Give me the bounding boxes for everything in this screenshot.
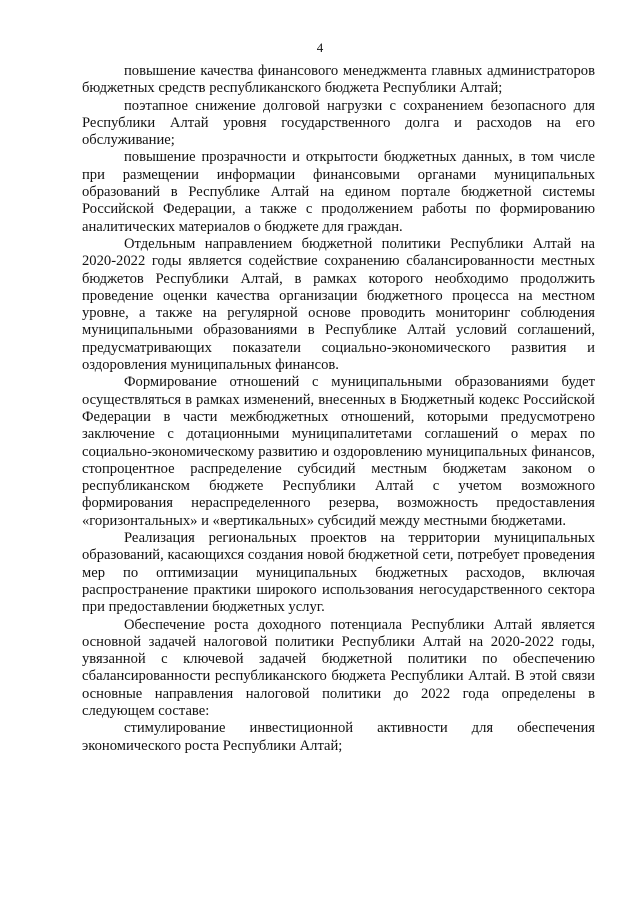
paragraph-financial-management: повышение качества финансового менеджмента главных администраторов бюджетных средств республиканского бюджета Республики Алтай;: [82, 63, 595, 97]
paragraph-budget-transparency: повышение прозрачности и открытости бюджетных данных, в том числе при размещении информации финансовыми органами муниципальных образований в Республике Алтай на едином портале бюджетной системы Российской Федерации, а также с продолжением работы по формированию аналитических материалов о бюджете для граждан.: [82, 149, 595, 235]
document-body: [82, 63, 595, 755]
paragraph-interbudget-relations: Формирование отношений с муниципальными образованиями будет осуществляться в рамках изменений, внесенных в Бюджетный кодекс Российской Федерации в части межбюджетных отношений, которыми предусмотрено заключение с дотационными муниципалитетами соглашений о мерах по социально-экономическому развитию и оздоровлению муниципальных финансов, стопроцентное распределение субсидий местным бюджетам законом о республиканском бюджете Республики Алтай с учетом возможного формирования нераспределенного резерва, возможность предоставления «горизонтальных» и «вертикальных» субсидий между местными бюджетами.: [82, 374, 595, 529]
paragraph-local-budgets-balance: Отдельным направлением бюджетной политики Республики Алтай на 2020-2022 годы является содействие сохранению сбалансированности местных бюджетов Республики Алтай, в рамках которого необходимо продолжить проведение оценки качества организации бюджетного процесса на местном уровне, а также на регулярной основе проводить мониторинг соблюдения муниципальными образованиями в Республике Алтай условий соглашений, предусматривающих показатели социально-экономического развития и оздоровления муниципальных финансов.: [82, 235, 595, 374]
paragraph-debt-reduction: поэтапное снижение долговой нагрузки с сохранением безопасного для Республики Алтай уровня государственного долга и расходов на его обслуживание;: [82, 97, 595, 149]
paragraph-regional-projects: Реализация региональных проектов на территории муниципальных образований, касающихся создания новой бюджетной сети, потребует проведения мер по оптимизации муниципальных бюджетных расходов, включая распространение практики широкого использования негосударственного сектора при предоставлении бюджетных услуг.: [82, 530, 595, 616]
paragraph-tax-policy: Обеспечение роста доходного потенциала Республики Алтай является основной задачей налоговой политики Республики Алтай на 2020-2022 годы, увязанной с ключевой задачей бюджетной политики по обеспечению сбалансированности республиканского бюджета Республики Алтай. В этой связи основные направления налоговой политики до 2022 года определены в следующем составе:: [82, 616, 595, 719]
paragraph-investment-stimulation: стимулирование инвестиционной активности для обеспечения экономического роста Республики Алтай;: [82, 720, 595, 754]
page-number: 4: [316, 40, 324, 55]
